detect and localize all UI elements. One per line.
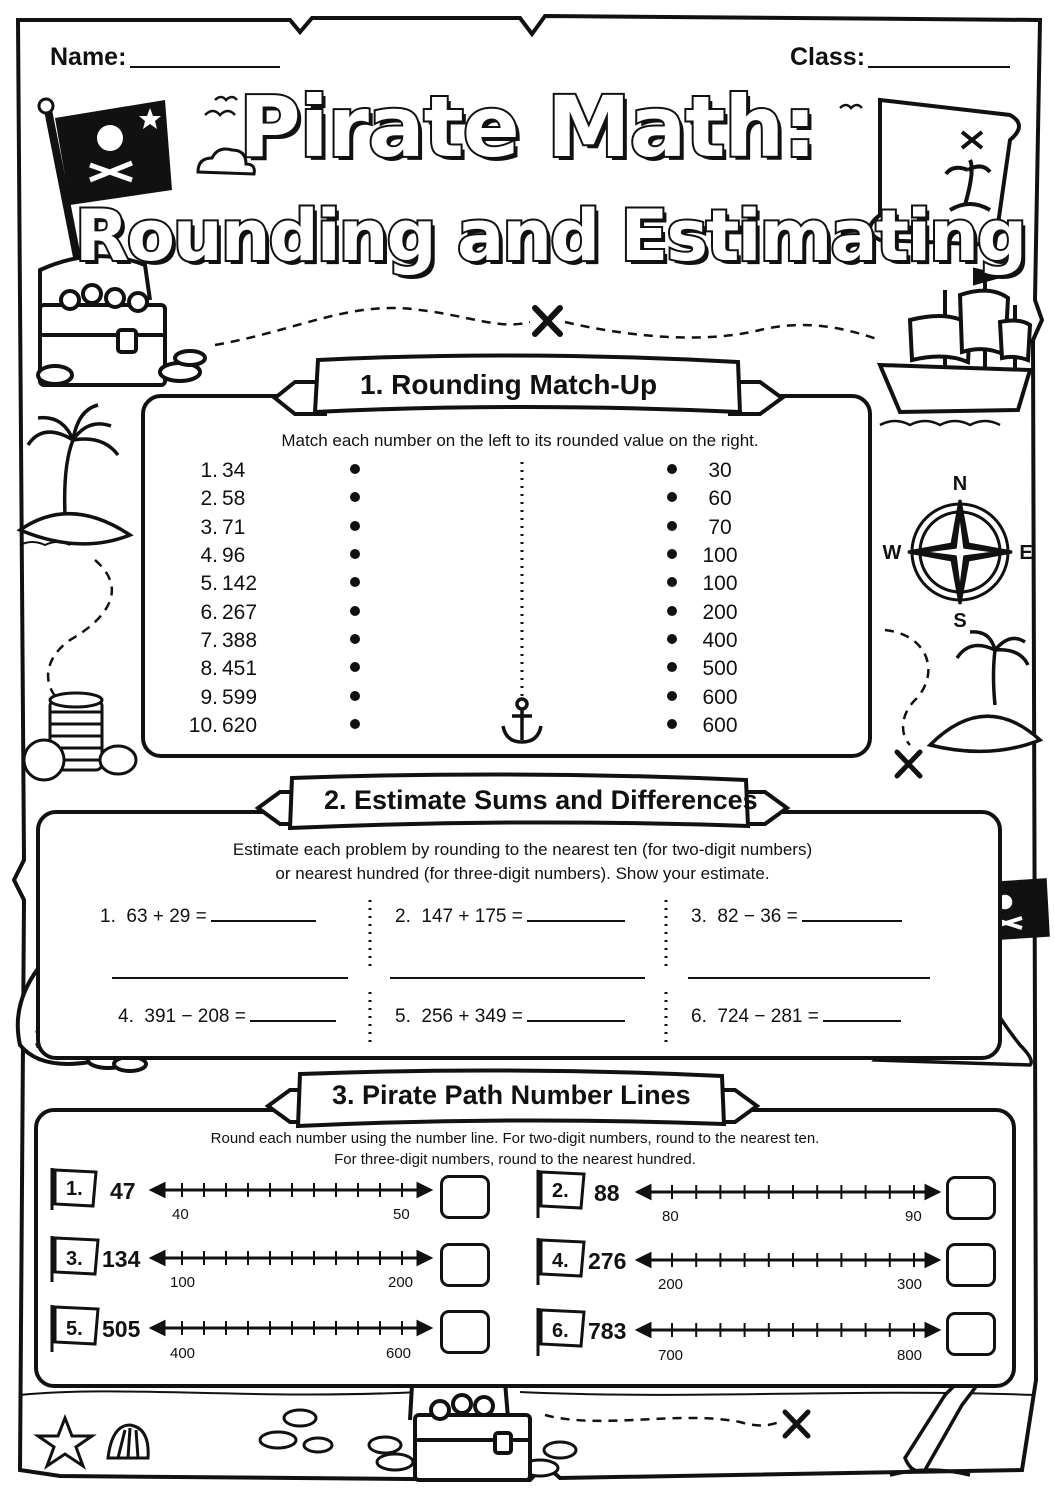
rounded-value: 70 <box>708 516 732 539</box>
class-field[interactable] <box>868 66 1010 68</box>
item-label: 7. <box>200 629 218 652</box>
number-to-round: 47 <box>110 1178 136 1204</box>
tick-label-end: 50 <box>393 1206 410 1223</box>
item-value: 620 <box>222 714 258 737</box>
tick-label-start: 200 <box>658 1276 684 1293</box>
treasure-chest-icon <box>410 1373 530 1480</box>
answer-box[interactable] <box>946 1312 996 1356</box>
rounded-value: 600 <box>702 686 738 709</box>
tick-label-end: 300 <box>897 1276 923 1293</box>
item-value: 599 <box>222 686 258 709</box>
problem-label: 6. <box>691 1006 707 1027</box>
problem-expression: 147 + 175 = <box>421 906 523 927</box>
problem-expression: 256 + 349 = <box>421 1006 523 1027</box>
section2-instructions-line1: Estimate each problem by rounding to the nearest ten (for two-digit numbers) <box>232 840 813 859</box>
rounded-value: 600 <box>702 714 738 737</box>
answer-blank[interactable] <box>211 902 316 922</box>
page-title-line2: Rounding and Estimating <box>74 195 1026 277</box>
number-to-round: 783 <box>588 1318 627 1344</box>
dashed-path-right <box>885 630 928 745</box>
starfish-icon <box>38 1418 92 1466</box>
problem-expression: 391 − 208 = <box>144 1006 246 1027</box>
page-title-line1: Pirate Math: <box>239 78 816 176</box>
rounded-value: 100 <box>702 572 738 595</box>
flag-label: 5. <box>66 1318 83 1340</box>
item-value: 142 <box>222 572 258 595</box>
rounded-value: 400 <box>702 629 738 652</box>
item-value: 388 <box>222 629 258 652</box>
item-label: 1. <box>200 459 218 482</box>
section1-title: 1. Rounding Match-Up <box>360 369 658 400</box>
problem-3 <box>691 902 902 928</box>
palm-island-icon <box>930 632 1040 752</box>
rounded-value: 30 <box>708 459 732 482</box>
item-label: 9. <box>200 686 218 709</box>
section3-title: 3. Pirate Path Number Lines <box>332 1080 691 1110</box>
problem-2 <box>395 902 625 928</box>
section3-instructions-line1: Round each number using the number line. For two-digit numbers, round to the nearest ten. <box>210 1130 820 1147</box>
item-label: 2. <box>200 487 218 510</box>
tick-label-end: 600 <box>386 1345 412 1362</box>
tick-label-end: 200 <box>388 1274 414 1291</box>
item-label: 5. <box>200 572 218 595</box>
seashell-icon <box>108 1425 148 1458</box>
number-to-round: 88 <box>594 1180 620 1206</box>
tick-label-start: 100 <box>170 1274 196 1291</box>
class-label: Class: <box>790 43 866 71</box>
palm-island-icon <box>20 405 130 545</box>
x-mark-icon <box>897 752 920 776</box>
name-label: Name: <box>50 43 127 71</box>
compass-rose-icon <box>883 473 1033 632</box>
item-value: 451 <box>222 657 258 680</box>
answer-box[interactable] <box>440 1310 490 1354</box>
tick-label-end: 90 <box>905 1208 922 1225</box>
rounded-value: 100 <box>702 544 738 567</box>
svg-text:N: N <box>952 473 968 495</box>
problem-1 <box>100 902 316 928</box>
item-value: 34 <box>222 459 246 482</box>
section3-instructions-line2: For three-digit numbers, round to the nearest hundred. <box>334 1151 696 1168</box>
x-mark-icon <box>535 308 560 334</box>
sand-line <box>20 1391 1035 1395</box>
problem-5 <box>395 1002 625 1028</box>
problem-expression: 82 − 36 = <box>717 906 798 927</box>
item-label: 8. <box>200 657 218 680</box>
answer-blank[interactable] <box>527 902 625 922</box>
answer-box[interactable] <box>946 1243 996 1287</box>
pirate-ship-icon <box>880 270 1030 425</box>
number-to-round: 134 <box>102 1246 141 1272</box>
name-field[interactable] <box>130 66 280 68</box>
coin-stack-icon <box>24 693 136 780</box>
flag-label: 1. <box>66 1178 83 1200</box>
flag-label: 2. <box>552 1180 569 1202</box>
item-value: 58 <box>222 487 246 510</box>
tick-label-start: 700 <box>658 1347 684 1364</box>
answer-box[interactable] <box>440 1175 490 1219</box>
answer-box[interactable] <box>440 1243 490 1287</box>
problem-label: 3. <box>691 906 707 927</box>
number-to-round: 505 <box>102 1316 141 1342</box>
tick-label-start: 400 <box>170 1345 196 1362</box>
problem-label: 1. <box>100 906 116 927</box>
problem-expression: 63 + 29 = <box>126 906 207 927</box>
problem-label: 5. <box>395 1006 411 1027</box>
svg-text:S: S <box>953 610 967 632</box>
rounded-value: 200 <box>702 601 738 624</box>
problem-expression: 724 − 281 = <box>717 1006 819 1027</box>
dashed-path-left <box>48 560 112 700</box>
item-label: 6. <box>200 601 218 624</box>
answer-blank[interactable] <box>823 1002 901 1022</box>
flag-label: 4. <box>552 1250 569 1272</box>
tick-label-end: 800 <box>897 1347 923 1364</box>
item-value: 71 <box>222 516 246 539</box>
section2-title: 2. Estimate Sums and Differences <box>324 785 758 815</box>
section1-instructions: Match each number on the left to its rounded value on the right. <box>281 431 759 450</box>
flag-label: 3. <box>66 1248 83 1270</box>
problem-6 <box>691 1002 901 1028</box>
problem-label: 2. <box>395 906 411 927</box>
answer-box[interactable] <box>946 1176 996 1220</box>
rounded-value: 60 <box>708 487 732 510</box>
item-label: 3. <box>200 516 218 539</box>
number-to-round: 276 <box>588 1248 627 1274</box>
dashed-path-top <box>215 308 880 345</box>
answer-blank[interactable] <box>527 1002 625 1022</box>
answer-blank[interactable] <box>250 1002 336 1022</box>
item-value: 267 <box>222 601 258 624</box>
answer-blank[interactable] <box>802 902 902 922</box>
flag-label: 6. <box>552 1320 569 1342</box>
rounded-value: 500 <box>702 657 738 680</box>
section3-instructions <box>60 1128 970 1170</box>
dashed-path-bottom <box>545 1415 780 1425</box>
section2-instructions <box>100 838 945 886</box>
problem-4 <box>118 1002 336 1028</box>
x-mark-icon <box>785 1412 808 1436</box>
problem-label: 4. <box>118 1006 134 1027</box>
item-label: 10. <box>188 714 218 737</box>
tick-label-start: 80 <box>662 1208 679 1225</box>
tick-label-start: 40 <box>172 1206 189 1223</box>
svg-text:W: W <box>882 542 902 564</box>
item-label: 4. <box>200 544 218 567</box>
section2-instructions-line2: or nearest hundred (for three-digit numbers). Show your estimate. <box>275 864 770 883</box>
svg-text:E: E <box>1019 542 1033 564</box>
item-value: 96 <box>222 544 246 567</box>
